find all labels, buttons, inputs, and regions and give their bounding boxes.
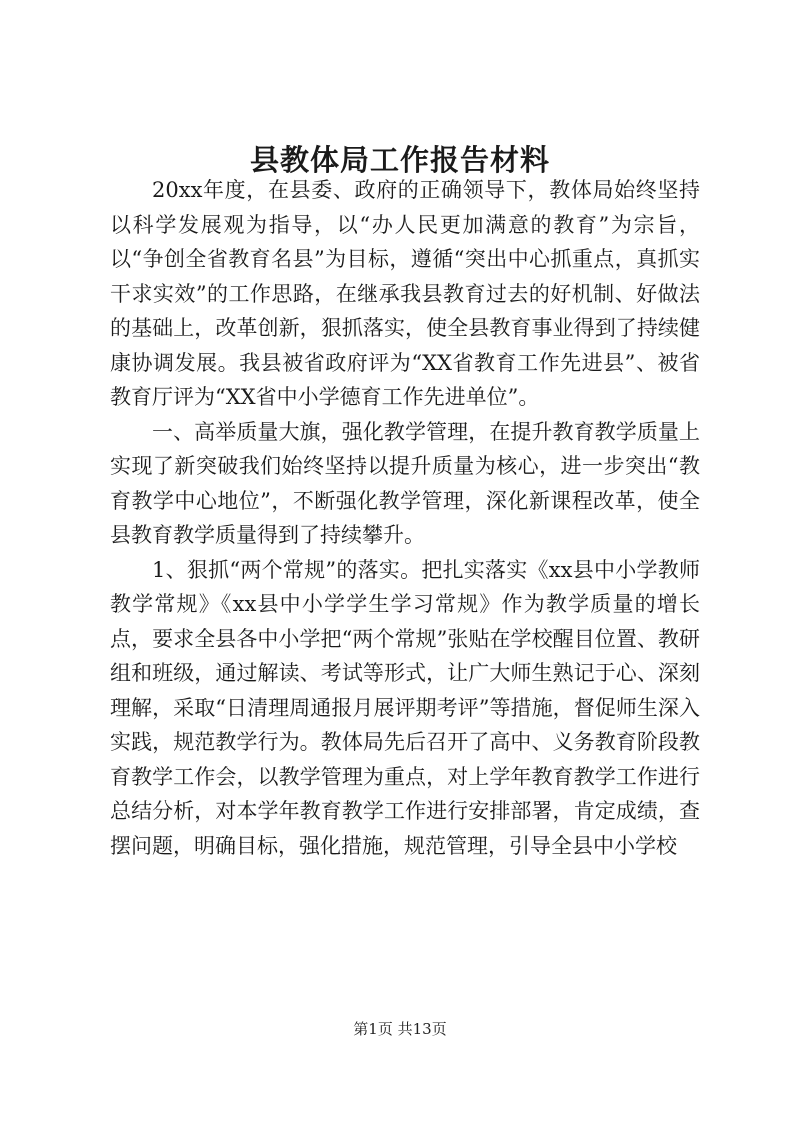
page-number: 第1页 共13页: [353, 1020, 447, 1038]
paragraph-intro: 20xx年度，在县委、政府的正确领导下，教体局始终坚持以科学发展观为指导，以“办人民更加满意的教育”为宗旨，以“争创全省教育名县”为目标，遵循“突出中心抓重点，真抓实干求实效”的工作思路，在继承我县教育过去的好机制、好做法的基础上，改革创新，狠抓落实，使全县教育事业得到了持续健康协调发展。我县被省政府评为“XX省教育工作先进县”、被省教育厅评为“XX省中小学德育工作先进单位”。: [110, 178, 700, 409]
paragraph-section-one: 一、高举质量大旗，强化教学管理，在提升教育教学质量上实现了新突破我们始终坚持以提升质量为核心，进一步突出“教育教学中心地位”，不断强化教学管理，深化新课程改革，使全县教育教学质量得到了持续攀升。: [110, 419, 700, 547]
document-body: [110, 173, 700, 863]
document-title: 县教体局工作报告材料: [249, 143, 550, 177]
paragraph-item-one: 1、狠抓“两个常规”的落实。把扎实落实《xx县中小学教师教学常规》《xx县中小学学生学习常规》作为教学质量的增长点，要求全县各中小学把“两个常规”张贴在学校醒目位置、教研组和班级，通过解读、考试等形式，让广大师生熟记于心、深刻理解，采取“日清理周通报月展评期考评”等措施，督促师生深入实践，规范教学行为。教体局先后召开了高中、义务教育阶段教育教学工作会，以教学管理为重点，对上学年教育教学工作进行总结分析，对本学年教育教学工作进行安排部署，肯定成绩，查摆问题，明确目标，强化措施，规范管理，引导全县中小学校: [110, 557, 700, 858]
